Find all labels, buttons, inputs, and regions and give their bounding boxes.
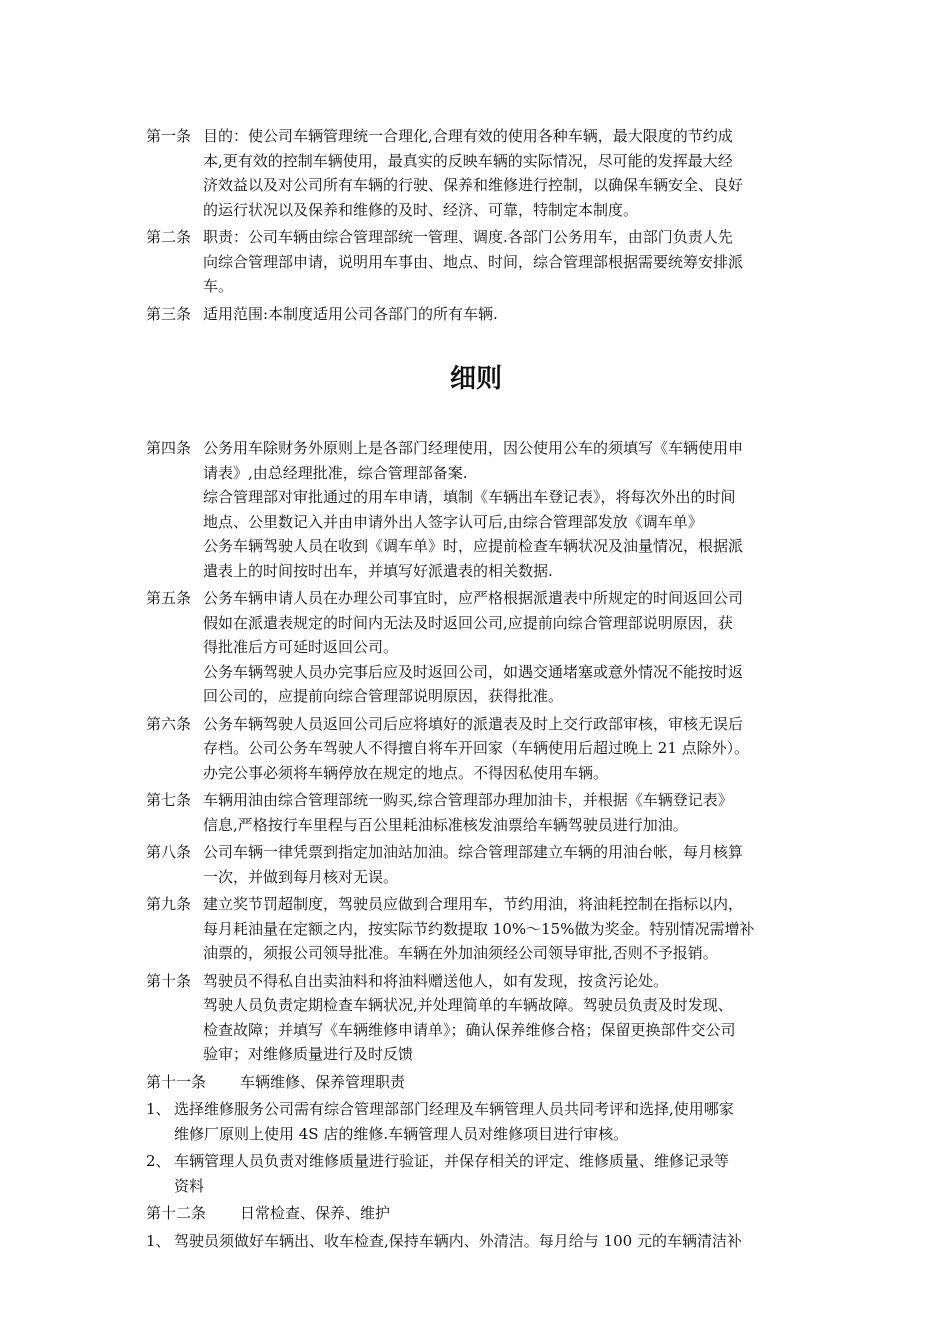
article-label: 第六条: [146, 714, 192, 733]
list-item-text: [174, 1097, 826, 1146]
article: [146, 969, 826, 1067]
text-line: 车辆用油由综合管理部统一购买,综合管理部办理加油卡，并根据《车辆登记表》: [203, 791, 733, 809]
document-body: [146, 124, 826, 1256]
item-number: 1、: [146, 1100, 171, 1118]
text-line: 一次，并做到每月核对无误。: [203, 867, 399, 886]
list-item: [146, 1229, 826, 1254]
article-label: 第十一条: [146, 1072, 207, 1091]
text-line: 资料: [174, 1176, 205, 1195]
article-label: 第五条: [146, 589, 192, 607]
detail-articles: [146, 436, 826, 1067]
text-line: 职责：公司车辆由综合管理部统一管理、调度.各部门公务用车，由部门负责人先: [203, 228, 733, 246]
article-label: 第八条: [146, 843, 192, 861]
article: [146, 788, 826, 837]
text-line: 目的：使公司车辆管理统一合理化,合理有效的使用各种车辆，最大限度的节约成: [203, 127, 733, 145]
text-line: 综合管理部对审批通过的用车申请，填制《车辆出车登记表》，将每次外出的时间: [203, 488, 736, 506]
list-item-text: [174, 1229, 826, 1254]
article-text: [203, 969, 826, 1067]
text-line: 车。: [203, 277, 234, 295]
article: [146, 225, 826, 299]
article-text: [203, 586, 826, 709]
article-text: [203, 840, 826, 889]
text-line: 每月耗油量在定额之内，按实际节约数提取 10%～15%做为奖金。特别情况需增补: [203, 919, 755, 938]
article-label: 第三条: [146, 304, 192, 323]
text-line: 公务车辆驾驶人员在收到《调车单》时，应提前检查车辆状况及油量情况，根据派: [203, 537, 744, 555]
article-label: 第一条: [146, 127, 192, 145]
article-text: [203, 788, 826, 837]
text-line: 本,更有效的控制车辆使用，最真实的反映车辆的实际情况，尽可能的发挥最大经: [203, 151, 733, 170]
article-label: 第四条: [146, 439, 192, 457]
list-item: [146, 1149, 826, 1198]
article-label: 第十条: [146, 971, 192, 990]
article-12-heading: [146, 1201, 826, 1226]
text-line: 公务车辆申请人员在办理公司事宜时，应严格根据派遣表中所规定的时间返回公司: [203, 589, 744, 607]
article: [146, 124, 826, 222]
text-line: 请表》,由总经理批准，综合管理部备案.: [203, 463, 468, 482]
list-item: [146, 1097, 826, 1146]
text-line: 遣表上的时间按时出车，并填写好派遣表的相关数据.: [203, 561, 553, 580]
article-label: 第九条: [146, 895, 192, 913]
article-text: [203, 892, 826, 966]
article-text: [203, 302, 826, 327]
general-articles: [146, 124, 826, 326]
text-line: 驾驶员不得私自出卖油料和将油料赠送他人，如有发现，按贪污论处。: [203, 971, 669, 990]
article: [146, 840, 826, 889]
article: [146, 302, 826, 327]
item-number: 2、: [146, 1152, 171, 1170]
text-line: 公务用车除财务外原则上是各部门经理使用，因公使用公车的须填写《车辆使用申: [203, 439, 744, 457]
text-line: 的运行状况以及保养和维修的及时、经济、可靠，特制定本制度。: [203, 200, 639, 219]
text-line: 验审；对维修质量进行及时反馈: [203, 1045, 414, 1063]
article-11-heading: [146, 1070, 826, 1095]
article-title: 车辆维修、保养管理职责: [240, 1072, 406, 1091]
text-line: 回公司的，应提前向综合管理部说明原因，获得批准。: [203, 687, 564, 705]
text-line: 检查故障；并填写《车辆维修申请单》；确认保养维修合格；保留更换部件交公司: [203, 1020, 736, 1039]
text-line: 济效益以及对公司所有车辆的行驶、保养和维修进行控制，以确保车辆安全、良好: [203, 176, 744, 194]
text-line: 得批准后方可延时返回公司。: [203, 638, 399, 656]
item-number: 1、: [146, 1231, 171, 1250]
text-line: 公务车辆驾驶人员返回公司后应将填好的派遣表及时上交行政部审核，审核无误后: [203, 714, 744, 733]
article-11-items: [146, 1097, 826, 1198]
text-line: 向综合管理部申请，说明用车事由、地点、时间，综合管理部根据需要统筹安排派: [203, 252, 744, 271]
list-item-text: [174, 1149, 826, 1198]
article-label: 第十二条: [146, 1204, 207, 1222]
article-title: 日常检查、保养、维护: [240, 1204, 391, 1222]
text-line: 办完公事必须将车辆停放在规定的地点。不得因私使用车辆。: [203, 763, 609, 782]
text-line: 维修厂原则上使用 4S 店的维修.车辆管理人员对维修项目进行审核。: [174, 1124, 629, 1143]
article-text: [203, 436, 826, 583]
article-text: [203, 124, 826, 222]
article-text: [203, 712, 826, 786]
text-line: 地点、公里数记入并由申请外出人签字认可后,由综合管理部发放《调车单》: [203, 512, 703, 531]
article-text: [203, 225, 826, 299]
text-line: 假如在派遣表规定的时间内无法及时返回公司,应提前向综合管理部说明原因，获: [203, 613, 733, 632]
article-12-items: [146, 1229, 826, 1254]
text-line: 适用范围:本制度适用公司各部门的所有车辆.: [203, 304, 498, 323]
article-label: 第二条: [146, 228, 192, 246]
article: [146, 712, 826, 786]
text-line: 公司车辆一律凭票到指定加油站加油。综合管理部建立车辆的用油台帐，每月核算: [203, 843, 744, 861]
text-line: 驾驶人员负责定期检查车辆状况,并处理简单的车辆故障。驾驶员负责及时发现、: [203, 996, 733, 1014]
text-line: 存档。公司公务车驾驶人不得擅自将车开回家（车辆使用后超过晚上 21 点除外）。: [203, 739, 750, 757]
article: [146, 436, 826, 583]
article-label: 第七条: [146, 791, 192, 809]
article: [146, 892, 826, 966]
text-line: 驾驶员须做好车辆出、收车检查,保持车辆内、外清洁。每月给与 100 元的车辆清洁补: [174, 1231, 742, 1250]
text-line: 建立奖节罚超制度，驾驶员应做到合理用车，节约用油，将油耗控制在指标以内，: [203, 895, 744, 913]
text-line: 油票的，须报公司领导批准。车辆在外加油须经公司领导审批,否则不予报销。: [203, 944, 718, 962]
article: [146, 586, 826, 709]
text-line: 公务车辆驾驶人员办完事后应及时返回公司，如遇交通堵塞或意外情况不能按时返: [203, 662, 744, 681]
section-title: 细则: [449, 364, 502, 394]
text-line: 选择维修服务公司需有综合管理部部门经理及车辆管理人员共同考评和选择,使用哪家: [174, 1100, 734, 1118]
text-line: 信息,严格按行车里程与百公里耗油标准核发油票给车辆驾驶员进行加油。: [203, 815, 688, 834]
text-line: 车辆管理人员负责对维修质量进行验证，并保存相关的评定、维修质量、维修记录等: [174, 1152, 730, 1170]
